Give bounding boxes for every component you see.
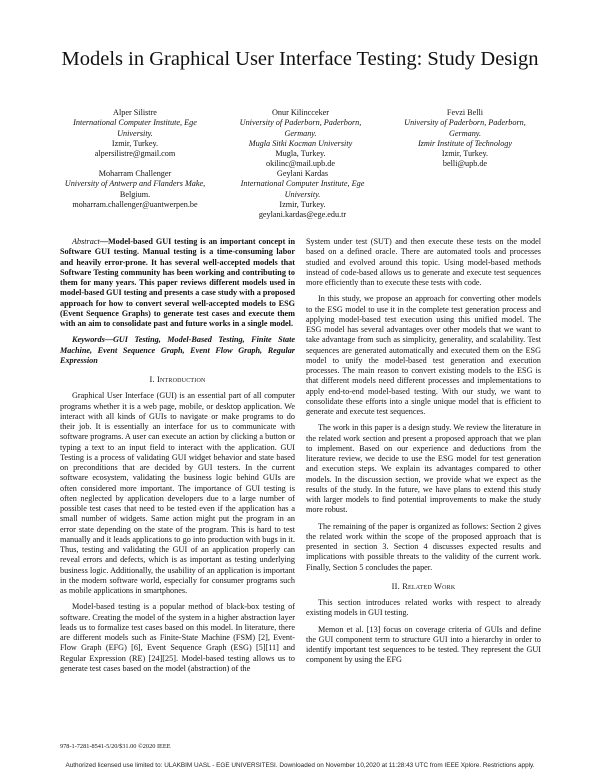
abstract-lead: Abstract: [72, 237, 100, 246]
body-paragraph: Graphical User Interface (GUI) is an essential part of all computer programs whether it is a web page, mobile, or desktop application. We interact with all kinds of GUIs to navigate or make programs to do their job. It is essentially an interface for us to communicate with software programs. A user can execute an action by clicking a button or typing a text to an input field to interact with the application. GUI Testing is a process of validating GUI widget behavior and state based on preconditions that are decided by GUI testers. In the current software ecosystem, validating the business logic behind GUIs are often considered more important. The importance of GUI testing is often neglected by application developers due to a large number of possible test cases that need to be tested even if the application has a small number of widgets. Same action might put the program in an error state depending on the state of the program. This is hard to test manually and it leads applications to go into production with bugs in it. Thus, testing and validating the GUI of an application properly can reveal errors and defects, which is as important as testing underlying business logic. Additionally, the usability of an application is important in the modern software world, especially for consumer programs such as mobile applications in smartphones.: [60, 391, 295, 595]
body-paragraph: Model-based testing is a popular method of black-box testing of software. Creating the model of the system in a higher abstraction layer leads us to formalize test cases based on this model. In literature, there are different models such as Finite-State Machine (FSM) [2], Event-Flow Graph (EFG) [6], Event Sequence Graph (ESG) [5][11] and Regular Expression (RE) [24][25]. Model-based testing allows us to generate test cases based on the model (abstraction) of the: [60, 602, 295, 673]
author-name: Geylani Kardas: [276, 169, 329, 178]
author-affiliation-2: Mugla Sitki Kocman University: [248, 138, 353, 148]
body-paragraph: The work in this paper is a design study. We review the literature in the related work section and present a proposed approach that we plan to implement. Based on our experience and deductions from the literature review, we decide to use the ESG model for test generation and execution steps. We explain its advantages compared to other models. In the discussion section, we provide what we expect as the results of the study. In the future, we have plans to extend this study with larger models to find potential improvements to make the study more robust.: [306, 423, 541, 515]
author-email: belli@upb.de: [442, 159, 488, 169]
author-email: okilinc@mail.upb.de: [266, 159, 335, 169]
section-heading-related-work: [306, 582, 541, 592]
author-location: Mugla, Turkey.: [275, 149, 326, 159]
section-heading-introduction: [60, 375, 295, 385]
author-affiliation: University of Paderborn, Paderborn, Germany.: [404, 118, 526, 138]
author-affiliation: University of Antwerp and Flanders Make,: [64, 179, 206, 189]
author-block: [225, 169, 380, 220]
left-column: [60, 237, 295, 674]
author-email: moharram.challenger@uantwerpen.be: [72, 199, 198, 209]
download-footer: Authorized licensed use limited to: ULAKBIM UASL - EGE UNIVERSITESI. Downloaded on November 10,2020 at 11:28:43 UTC from IEEE Xplore. Restrictions apply.: [65, 762, 535, 769]
author-block: [390, 108, 540, 170]
author-location: Belgium.: [119, 189, 151, 199]
keywords-text: —GUI Testing, Model-Based Testing, Finite State Machine, Event Sequence Graph, Event Flow Graph, Regular Expression: [60, 335, 295, 365]
paper-title: Models in Graphical User Interface Testing: Study Design: [61, 48, 539, 70]
body-paragraph: In this study, we propose an approach for converting other models to the ESG model to use it in the complete test generation process and applying model-based test execution using this unified model. The ESG model has several advantages over other models that we want to take advantage from such as simplicity, generality, and scalability. Test sequences are generated automatically and executed them on the ESG model to unify the model-based test generation and execution processes. The main reason to convert existing models to the ESG is that different models need different processes and implementations to apply end-to-end model-based testing. With our study, we want to consolidate these efforts into a single unique model that is efficient to generate and execute test sequences.: [306, 294, 541, 416]
author-affiliation: University of Paderborn, Paderborn, Germany.: [239, 118, 362, 138]
body-paragraph: Memon et al. [13] focus on coverage criteria of GUIs and define the GUI component term to structure GUI into a hierarchy in order to identify important test sequences to be tested. They represent the GUI component by using the EFG: [306, 624, 541, 665]
body-paragraph: System under test (SUT) and then execute these tests on the model based on a defined oracle. There are automated tools and processes studied and evolved around this topic. Using model-based methods instead of code-based allows us to generate and execute test sequences more efficiently than to execute these tests with code.: [306, 237, 541, 287]
author-name: Fevzi Belli: [446, 108, 484, 117]
author-block: [228, 108, 373, 170]
author-name: Moharram Challenger: [98, 169, 172, 178]
author-block: [60, 108, 210, 159]
section-title: Related Work: [402, 581, 456, 591]
abstract: [60, 237, 295, 329]
author-name: Alper Silistre: [113, 108, 157, 117]
author-location: Izmir, Turkey.: [441, 149, 489, 159]
section-number: II.: [391, 581, 400, 591]
section-number: I.: [149, 375, 155, 384]
copyright-notice: 978-1-7281-8541-5/20/$31.00 ©2020 IEEE: [60, 743, 171, 750]
abstract-text: —Model-based GUI testing is an important concept in Software GUI testing. Manual testing is a time-consuming labor and heavily error-prone. It has several well-accepted models that Software Testing community has been working and contributing to them for many years. This paper reviews different models used in model-based GUI testing and presents a case study with a proposed approach for how to convert several well-accepted models to ESG (Event Sequence Graphs) to generate test cases and execute them with an aim to consolidate past and future works in a single model.: [60, 237, 295, 328]
author-affiliation-2: Izmir Institute of Technology: [417, 138, 513, 148]
author-email: geylani.kardas@ege.edu.tr: [258, 210, 347, 220]
keywords-lead: Keywords: [72, 335, 105, 345]
right-column: [306, 237, 541, 666]
author-name: Onur Kilincceker: [271, 108, 330, 117]
body-paragraph: This section introduces related works with respect to already existing models in GUI testing.: [306, 598, 541, 618]
author-email: alpersilistre@gmail.com: [94, 149, 176, 159]
section-title: Introduction: [157, 375, 206, 384]
author-location: Izmir, Turkey.: [111, 138, 159, 148]
body-paragraph: The remaining of the paper is organized as follows: Section 2 gives the related work within the scope of the proposed approach that is presented in section 3. Section 4 discusses expected results and implications with possible threats to the validity of the current work. Finally, Section 5 concludes the paper.: [306, 521, 541, 572]
author-affiliation: International Computer Institute, Ege University.: [240, 179, 365, 199]
author-affiliation: International Computer Institute, Ege University.: [73, 118, 197, 138]
author-block: [55, 169, 215, 210]
keywords: [60, 335, 295, 366]
author-location: Izmir, Turkey.: [279, 199, 326, 209]
